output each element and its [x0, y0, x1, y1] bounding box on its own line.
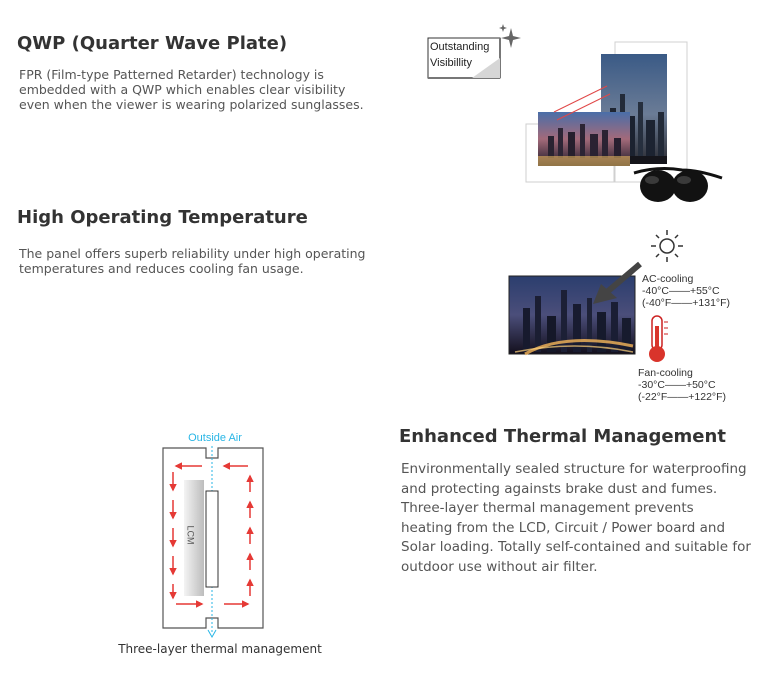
sparkle-icon — [499, 24, 521, 48]
qwp-description — [19, 67, 364, 112]
thermal-diagram-caption: Three-layer thermal management — [118, 642, 322, 656]
thermal-line: Solar loading. Totally self-contained and suitable for — [401, 539, 751, 556]
wide-panel — [538, 112, 630, 166]
qwp-illustration — [420, 20, 740, 215]
thermal-diagram-svg — [150, 428, 280, 658]
outside-air-label: Outside Air — [188, 432, 242, 444]
ac-cooling-spec — [642, 273, 730, 309]
sun-icon — [651, 230, 683, 262]
lcm-label: LCM — [185, 525, 196, 545]
section-title-temperature: High Operating Temperature — [17, 207, 308, 228]
ac-cooling-fahrenheit: (-40°F――+131°F) — [642, 297, 731, 309]
thermal-line: Environmentally sealed structure for waterproofing — [401, 461, 747, 477]
fan-cooling-celsius: -30°C――+50°C — [638, 379, 716, 391]
thermal-line: and protecting againsts brake dust and fumes. — [401, 480, 718, 497]
ac-cooling-celsius: -40°C――+55°C — [642, 285, 720, 297]
thermal-line: heating from the LCD, Circuit / Power board and — [401, 519, 726, 536]
temperature-line: The panel offers superb reliability under high operating — [19, 246, 366, 261]
fan-cooling-spec — [638, 367, 726, 403]
fan-cooling-label: Fan-cooling — [638, 367, 693, 379]
ac-cooling-label: AC-cooling — [642, 273, 694, 285]
thermal-line: Three-layer thermal management prevents — [401, 500, 694, 517]
section-title-thermal: Enhanced Thermal Management — [399, 426, 726, 447]
section-title-qwp: QWP (Quarter Wave Plate) — [17, 33, 288, 54]
thermal-description — [401, 460, 751, 578]
temperature-line: temperatures and reduces cooling fan usage. — [19, 261, 304, 276]
temperature-illustration — [505, 228, 755, 408]
qwp-line: FPR (Film-type Patterned Retarder) technology is — [19, 67, 324, 82]
badge-text-line1: Outstanding — [430, 41, 490, 53]
fan-cooling-fahrenheit: (-22°F――+122°F) — [638, 391, 727, 403]
temperature-description — [19, 246, 365, 276]
thermal-diagram — [150, 428, 280, 658]
qwp-line: even when the viewer is wearing polarized sunglasses. — [19, 97, 364, 112]
qwp-line: embedded with a QWP which enables clear visibility — [19, 82, 346, 97]
thermal-line: outdoor use without air filter. — [401, 558, 598, 575]
thermometer-icon — [649, 316, 668, 362]
inner-plate — [206, 491, 218, 587]
badge-text-line2: Visibillity — [430, 57, 472, 69]
